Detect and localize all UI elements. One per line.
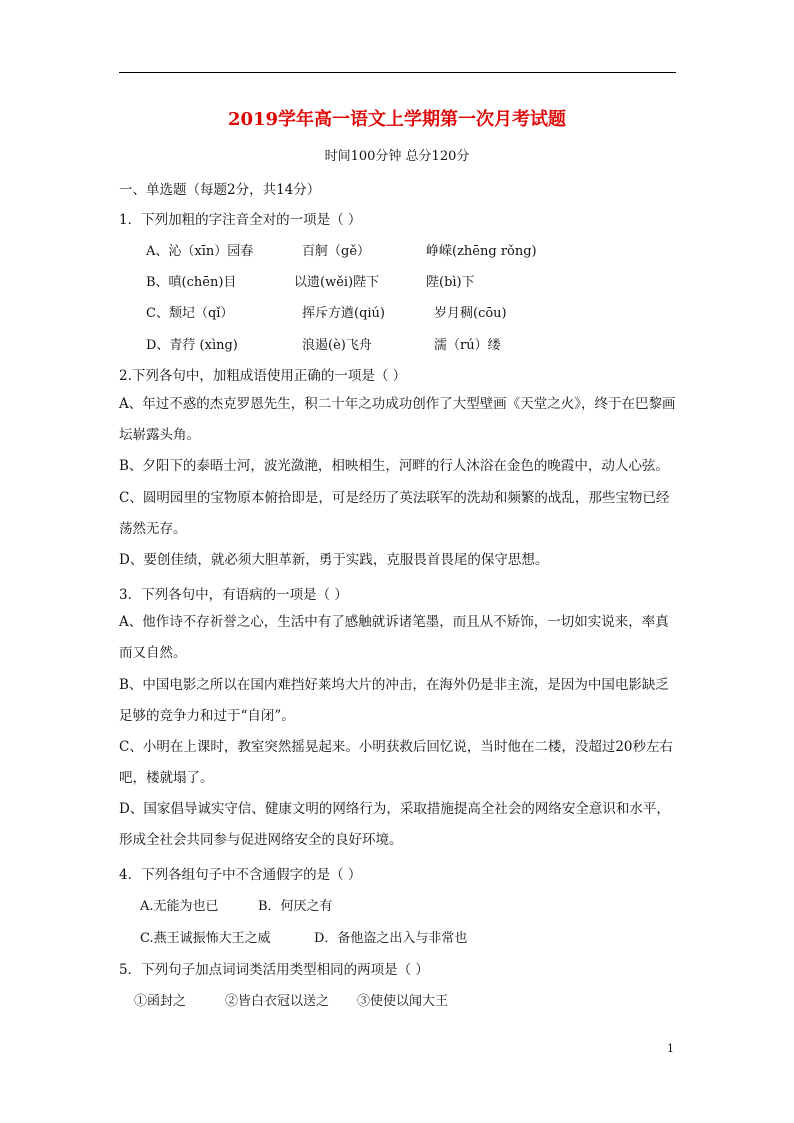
q1-option-d-col3: 濡（rú）缕 bbox=[434, 338, 501, 353]
page-title: 2019学年高一语文上学期第一次月考试题 bbox=[227, 109, 567, 130]
q1-option-d-col1: D、青荇 (xìng) bbox=[146, 338, 238, 353]
question-2-option-d: D、要创佳绩，就必须大胆革新，勇于实践，克服畏首畏尾的保守思想。 bbox=[119, 552, 549, 568]
question-3-option-a: A、他作诗不存祈誉之心，生活中有了感触就诉诸笔墨，而且从不矫饰，一切如实说来，率真而又自然。 bbox=[119, 614, 669, 661]
question-2-option-c: C、圆明园里的宝物原本俯拾即是，可是经历了英法联军的洗劫和频繁的战乱，那些宝物已经荡然无存。 bbox=[119, 490, 670, 537]
q5-item-2: ②皆白衣冠以送之 bbox=[225, 994, 330, 1009]
q4-option-d: D．备他盗之出入与非常也 bbox=[314, 931, 468, 946]
q1-option-b-col1: B、嗔(chēn)目 bbox=[146, 275, 237, 290]
question-1-stem: 1．下列加粗的字注音全对的一项是（ ） bbox=[119, 212, 362, 228]
question-3-option-b: B、中国电影之所以在国内难挡好莱坞大片的冲击，在海外仍是非主流，是因为中国电影缺乏足够的竞争力和过于“自闭”。 bbox=[119, 677, 669, 724]
q1-option-c-col2: 挥斥方遒(qiú) bbox=[302, 306, 385, 321]
section-heading: 一、单选题（每题2分，共14分） bbox=[119, 182, 321, 198]
q5-item-3: ③使使以闻大王 bbox=[357, 994, 449, 1009]
q4-option-c: C.燕王诚振怖大王之威 bbox=[140, 931, 271, 946]
q1-option-a-col3: 峥嵘(zhēng rǒng) bbox=[426, 244, 537, 259]
q1-option-c-col3: 岁月稠(cōu) bbox=[434, 306, 507, 321]
question-3-option-c: C、小明在上课时，教室突然摇晃起来。小明获救后回忆说，当时他在二楼，没超过20秒左右吧，楼就塌了。 bbox=[119, 739, 674, 786]
header-rule bbox=[119, 72, 676, 73]
q1-option-a-col2: 百舸（gě） bbox=[302, 244, 371, 259]
question-2-stem: 2.下列各句中，加粗成语使用正确的一项是（ ） bbox=[119, 368, 407, 384]
q4-option-a: A.无能为也已 bbox=[140, 899, 219, 914]
q1-option-c-col1: C、颓圮（qǐ） bbox=[146, 306, 234, 321]
q4-option-b: B．何厌之有 bbox=[258, 899, 333, 914]
question-3-option-d: D、国家倡导诚实守信、健康文明的网络行为，采取措施提高全社会的网络安全意识和水平，形成全社会共同参与促进网络安全的良好环境。 bbox=[119, 801, 670, 848]
q1-option-a-col1: A、沁（xīn）园春 bbox=[146, 244, 254, 259]
question-3-stem: 3．下列各句中，有语病的一项是（ ） bbox=[119, 587, 348, 603]
page-number: 1 bbox=[667, 1042, 674, 1055]
question-2-option-a: A、年过不惑的杰克罗恩先生，积二十年之功成功创作了大型壁画《天堂之火》，终于在巴黎画坛崭露头角。 bbox=[119, 396, 676, 443]
q1-option-b-col2: 以遗(wěi)陛下 bbox=[294, 275, 380, 290]
q1-option-b-col3: 陛(bì)下 bbox=[426, 275, 475, 290]
question-2-option-b: B、夕阳下的泰晤士河，波光潋滟，相映相生，河畔的行人沐浴在金色的晚霞中，动人心弦。 bbox=[119, 458, 669, 474]
q5-item-1: ①函封之 bbox=[134, 994, 187, 1009]
q1-option-d-col2: 浪遏(è)飞舟 bbox=[302, 338, 372, 353]
exam-time-info: 时间100分钟 总分120分 bbox=[324, 149, 470, 164]
question-5-stem: 5．下列句子加点词词类活用类型相同的两项是（ ） bbox=[119, 962, 429, 978]
question-4-stem: 4．下列各组句子中不含通假字的是（ ） bbox=[119, 867, 362, 883]
